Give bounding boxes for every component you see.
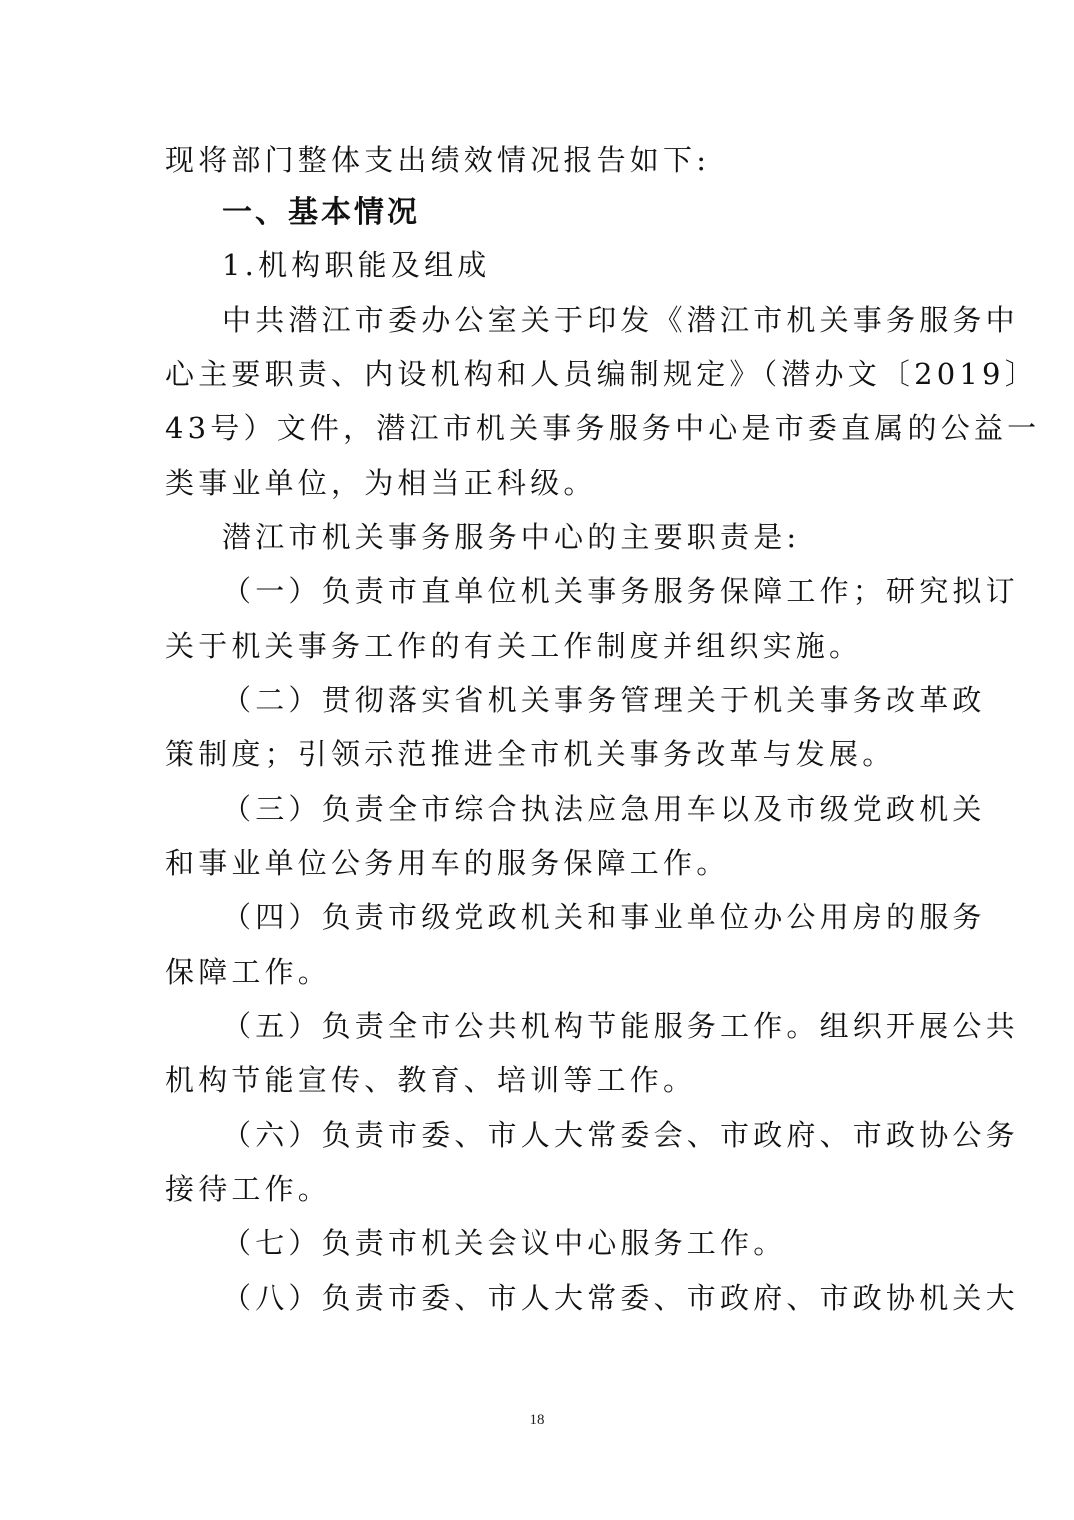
duty-item-cont: 和事业单位公务用车的服务保障工作。 [165,846,730,880]
section-heading: 一、基本情况 [222,195,420,230]
paragraph-line: 类事业单位，为相当正科级。 [165,466,597,500]
paragraph-line: 43号）文件，潜江市机关事务服务中心是市委直属的公益一 [165,411,1041,445]
duty-item: （七）负责市机关会议中心服务工作。 [222,1226,787,1260]
paragraph-line: 中共潜江市委办公室关于印发《潜江市机关事务服务中 [222,303,1019,337]
duty-item: （六）负责市委、市人大常委会、市政府、市政协公务 [222,1118,1019,1152]
intro-line: 现将部门整体支出绩效情况报告如下: [165,143,711,177]
paragraph-line: 心主要职责、内设机构和人员编制规定》（潜办文〔2019〕 [165,357,1038,391]
duty-item-cont: 接待工作。 [165,1172,332,1206]
duty-item: （一）负责市直单位机关事务服务保障工作；研究拟订 [222,574,1019,608]
duty-item-cont: 关于机关事务工作的有关工作制度并组织实施。 [165,629,863,663]
duty-item: （二）贯彻落实省机关事务管理关于机关事务改革政 [222,683,986,717]
duty-item-cont: 策制度；引领示范推进全市机关事务改革与发展。 [165,737,896,771]
duty-item: （三）负责全市综合执法应急用车以及市级党政机关 [222,792,986,826]
duty-item: （八）负责市委、市人大常委、市政府、市政协机关大 [222,1281,1019,1315]
duty-item: （四）负责市级党政机关和事业单位办公用房的服务 [222,900,986,934]
duty-item-cont: 机构节能宣传、教育、培训等工作。 [165,1063,697,1097]
subsection-heading: 1.机构职能及组成 [222,248,491,282]
duty-item-cont: 保障工作。 [165,955,332,989]
page-number: 18 [529,1412,545,1428]
duty-item: （五）负责全市公共机构节能服务工作。组织开展公共 [222,1009,1019,1043]
paragraph-line: 潜江市机关事务服务中心的主要职责是: [222,520,801,554]
